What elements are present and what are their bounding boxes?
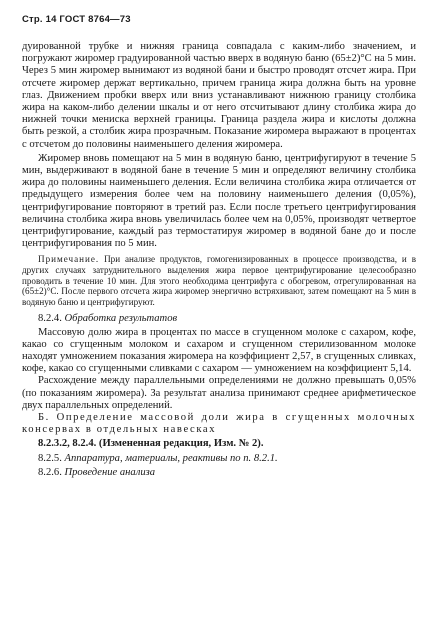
paragraph-repeat-centrifuge: Жиромер вновь помещают на 5 мин в водяную баню, центрифугируют в течение 5 мин, выдерживают в водяной бане в течение 5 мин и определяют величину столбика жира до половины наименьшего деления. Если величина столбика жира отличается от предыдущего измерения более чем на половину наименьшего деления (0,05%), центрифугирование повторяют в третий раз. Если после третьего центрифугирования величина столбика жира вновь увеличилась более чем на 0,05%, производят четвертое центрифугирование, каждый раз термостатируя жиромер в водяной бане до и после центрифугирования по 5 мин. bbox=[22, 152, 416, 250]
amendment-number: 8.2.3.2, 8.2.4. bbox=[38, 438, 99, 450]
amendment-note bbox=[22, 438, 416, 450]
section-number: 8.2.4. bbox=[38, 313, 65, 325]
amendment-text: (Измененная редакция, Изм. № 2). bbox=[98, 438, 264, 450]
section-heading-8-2-6 bbox=[22, 467, 416, 479]
paragraph-fat-calculation: Массовую долю жира в процентах по массе в сгущенном молоке с сахаром, кофе, какао со сгущенным молоком и сахаром и сгущенном стерилизованном молоке находят умножением показания жиромера на коэффициент 2,57, в сгущенных сливках, кофе, какао со сгущенными сливками с сахаром — умножением на коэффициент 5,14. bbox=[22, 326, 416, 375]
note bbox=[22, 254, 416, 307]
note-text: При анализе продуктов, гомогенизированных в процессе производства, и в других случаях затруднительного выделения жира первое центрифугирование целесообразно проводить в течение 10 мин. Для этого необходима центрифуга с обогревом, отрегулированная на (65±2)°С. После первого отсчета жира жиромер энергично встряхивают, затем помещают на 5 мин в водяную баню и центрифугируют. bbox=[22, 254, 416, 307]
section-number: 8.2.5. bbox=[38, 452, 65, 464]
paragraph-discrepancy: Расхождение между параллельными определениями не должно превышать 0,05% (по показаниям жиромера). За результат анализа принимают среднее арифметическое двух параллельных определений. bbox=[22, 375, 416, 411]
section-title: Обработка результатов bbox=[64, 313, 178, 325]
paragraph-fat-reading: дуированной трубке и нижняя граница совпадала с каким-либо значением, и погружают жиромер градуированной частью вверх в водяную баню (65±2)°С на 5 мин. Через 5 мин жиромер вынимают из водяной бани и быстро проводят отсчет жира. При отсчете жиромер держат вертикально, причем граница жира должна быть на уровне глаз. Движением пробки вверх или вниз устанавливают нижнюю границу столбика жира на каком-либо делении шкалы и от него отсчитывают длину столбика жира до нижней точки мениска верхней границы. Граница раздела жира и кислоты должна быть резкой, а столбик жира прозрачным. Показание жиромера выражают в процентах с отсчетом до половины наименьшего деления жиромера. bbox=[22, 41, 416, 150]
section-number: 8.2.6. bbox=[38, 466, 65, 478]
section-title: Проведение анализа bbox=[64, 466, 156, 478]
section-heading-b: Б. Определение массовой доли жира в сгущенных молочных консервах в отдельных навесках bbox=[22, 412, 416, 436]
page-header: Стр. 14 ГОСТ 8764—73 bbox=[22, 14, 131, 25]
note-label: Примечание. bbox=[38, 254, 100, 265]
section-title: Аппаратура, материалы, реактивы по п. 8.2.1. bbox=[64, 452, 278, 464]
section-heading-8-2-5 bbox=[22, 453, 416, 465]
section-heading-8-2-4 bbox=[22, 313, 416, 325]
